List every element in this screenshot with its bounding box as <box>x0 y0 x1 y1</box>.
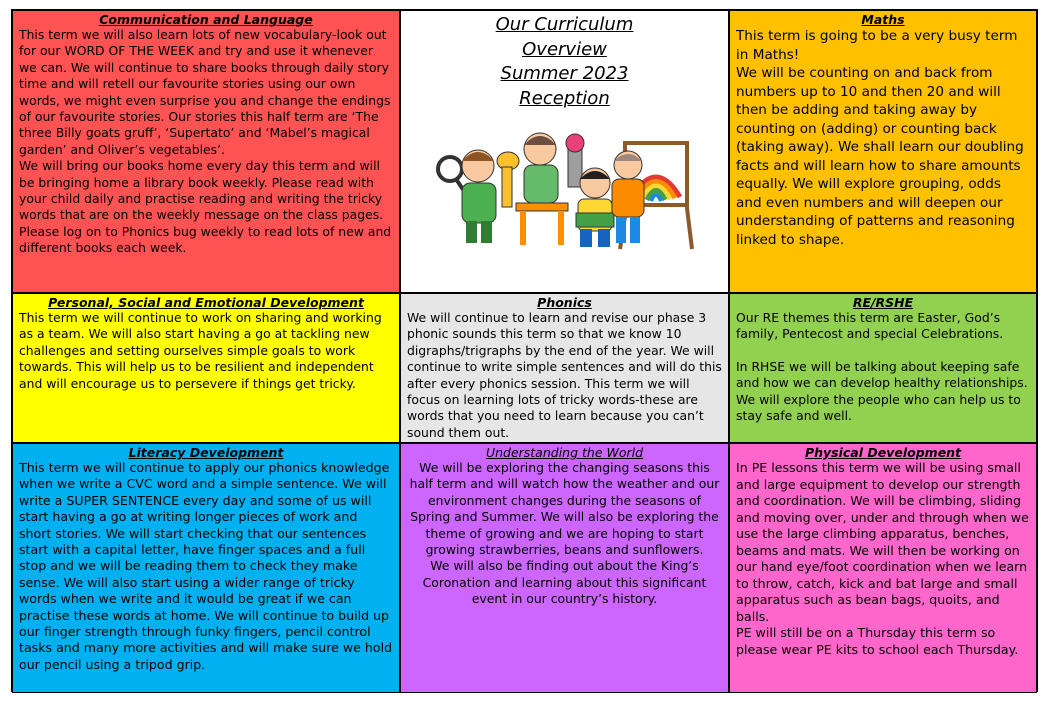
pd-paragraph: PE will still be on a Thursday this term so please wear PE kits to school each Thursday. <box>736 625 1019 657</box>
re-paragraph: Our RE themes this term are Easter, God’s family, Pentecost and special Celebrations. <box>736 310 1004 342</box>
literacy-box <box>12 443 400 693</box>
pd-paragraph: In PE lessons this term we will be using small and large equipment to develop our strength and coordination. We will be climbing, sliding and moving over, under and through when we use the large climbing apparatus, benches, beams and mats. We will then be working on our hand eye/foot coordination when we learn to throw, catch, kick and bat large and small apparatus such as bean bags, quoits, and balls. <box>736 460 1029 624</box>
children-learning-illustration <box>430 121 700 253</box>
maths-box <box>729 10 1037 293</box>
understanding-world-box <box>400 443 729 693</box>
literacy-paragraph: This term we will continue to apply our phonics knowledge when we write a CVC word and a simple sentence. We will write a SUPER SENTENCE every day and some of us will start having a go at writing longer pieces of work and short stories. We will start checking that our sentences start with a capital letter, have finger spaces and a full stop and we will be reading them to check they make sense. We will also start using a wider range of tricky words when we write and it would be great if we can practise these words at home. We will continue to build up our finger strength through funky fingers, pencil control tasks and many more activities and will make sure we hold our pencil using a tripod grip. <box>19 460 393 672</box>
literacy-heading: Literacy Development <box>128 445 284 460</box>
title-line: Overview <box>522 38 607 60</box>
communication-paragraph: We will bring our books home every day this term and will be bringing home a library book weekly. Please read with your child daily and practise reading and writing the tricky words that are on the weekly message on the class pages. <box>19 158 384 223</box>
phonics-paragraph: We will continue to learn and revise our phase 3 phonic sounds this term so that we know 10 digraphs/trigraphs by the end of the year. We will continue to write simple sentences and will do this after every phonics session. This term we will focus on learning lots of tricky words-these are words that you need to learn because you can’t sound them out. <box>407 310 722 440</box>
phonics-heading: Phonics <box>537 295 592 310</box>
re-rshe-box <box>729 293 1037 443</box>
re-paragraph: In RHSE we will be talking about keeping safe and how we can develop healthy relationships. We will explore the people who can help us to stay safe and well. <box>736 358 1028 424</box>
communication-language-box <box>12 10 400 293</box>
title-box <box>400 10 729 293</box>
utw-paragraph: We will also be finding out about the King’s Coronation and learning about this significant event in our country’s history. <box>422 558 707 607</box>
giraffe-icon <box>497 152 519 207</box>
curriculum-grid <box>11 9 1038 692</box>
pse-paragraph: This term we will continue to work on sharing and working as a team. We will also start having a go at tackling new challenges and setting ourselves simple goals to work towards. This will help us to be resilient and independent and will encourage us to persevere if things get tricky. <box>19 310 382 391</box>
re-heading: RE/RSHE <box>852 295 914 310</box>
maths-paragraph: We will be counting on and back from numbers up to 10 and then 20 and will then be adding and taking away by counting on (adding) or counting back (taking away). We shall learn our doubling facts and will learn how to share amounts equally. We will explore grouping, odds and even numbers and will deepen our understanding of patterns and reasoning linked to shape. <box>736 65 1024 248</box>
child-microscope-icon <box>516 133 584 245</box>
child-painting-icon <box>612 151 644 243</box>
communication-paragraph: This term we will also learn lots of new vocabulary-look out for our WORD OF THE WEEK and try and use it whenever we can. We will continue to share books through daily story time and will retell our favourite stories using our own words, we might even surprise you and change the endings of our favourite stories. Our stories this half term are ‘The three Billy goats gruff’, ‘Supertato’ and ‘Mabel’s magical garden’ and Oliver’s vegetables’. <box>19 27 391 157</box>
utw-paragraph: We will be exploring the changing seasons this half term and will watch how the weather and our environment changes during the seasons of Spring and Summer. We will also be exploring the theme of growing and we are hoping to start growing strawberries, beans and sunflowers. <box>409 460 720 558</box>
pse-heading: Personal, Social and Emotional Development <box>48 295 364 310</box>
communication-paragraph: Please log on to Phonics bug weekly to read lots of new and different books each week. <box>19 223 392 256</box>
communication-heading: Communication and Language <box>99 12 313 27</box>
paragraph-gap <box>736 343 1030 359</box>
title-line: Our Curriculum <box>495 14 634 35</box>
title-line: Reception <box>519 87 610 109</box>
pd-heading: Physical Development <box>804 445 962 460</box>
child-reading-icon <box>576 168 614 247</box>
physical-development-box <box>729 443 1037 693</box>
maths-paragraph: This term is going to be a very busy term in Maths! <box>736 28 1018 63</box>
maths-heading: Maths <box>861 12 905 27</box>
phonics-box <box>400 293 729 443</box>
pse-box <box>12 293 400 443</box>
child-magnifier-icon <box>438 150 496 243</box>
title-line: Summer 2023 <box>500 63 629 84</box>
utw-heading: Understanding the World <box>485 445 644 460</box>
